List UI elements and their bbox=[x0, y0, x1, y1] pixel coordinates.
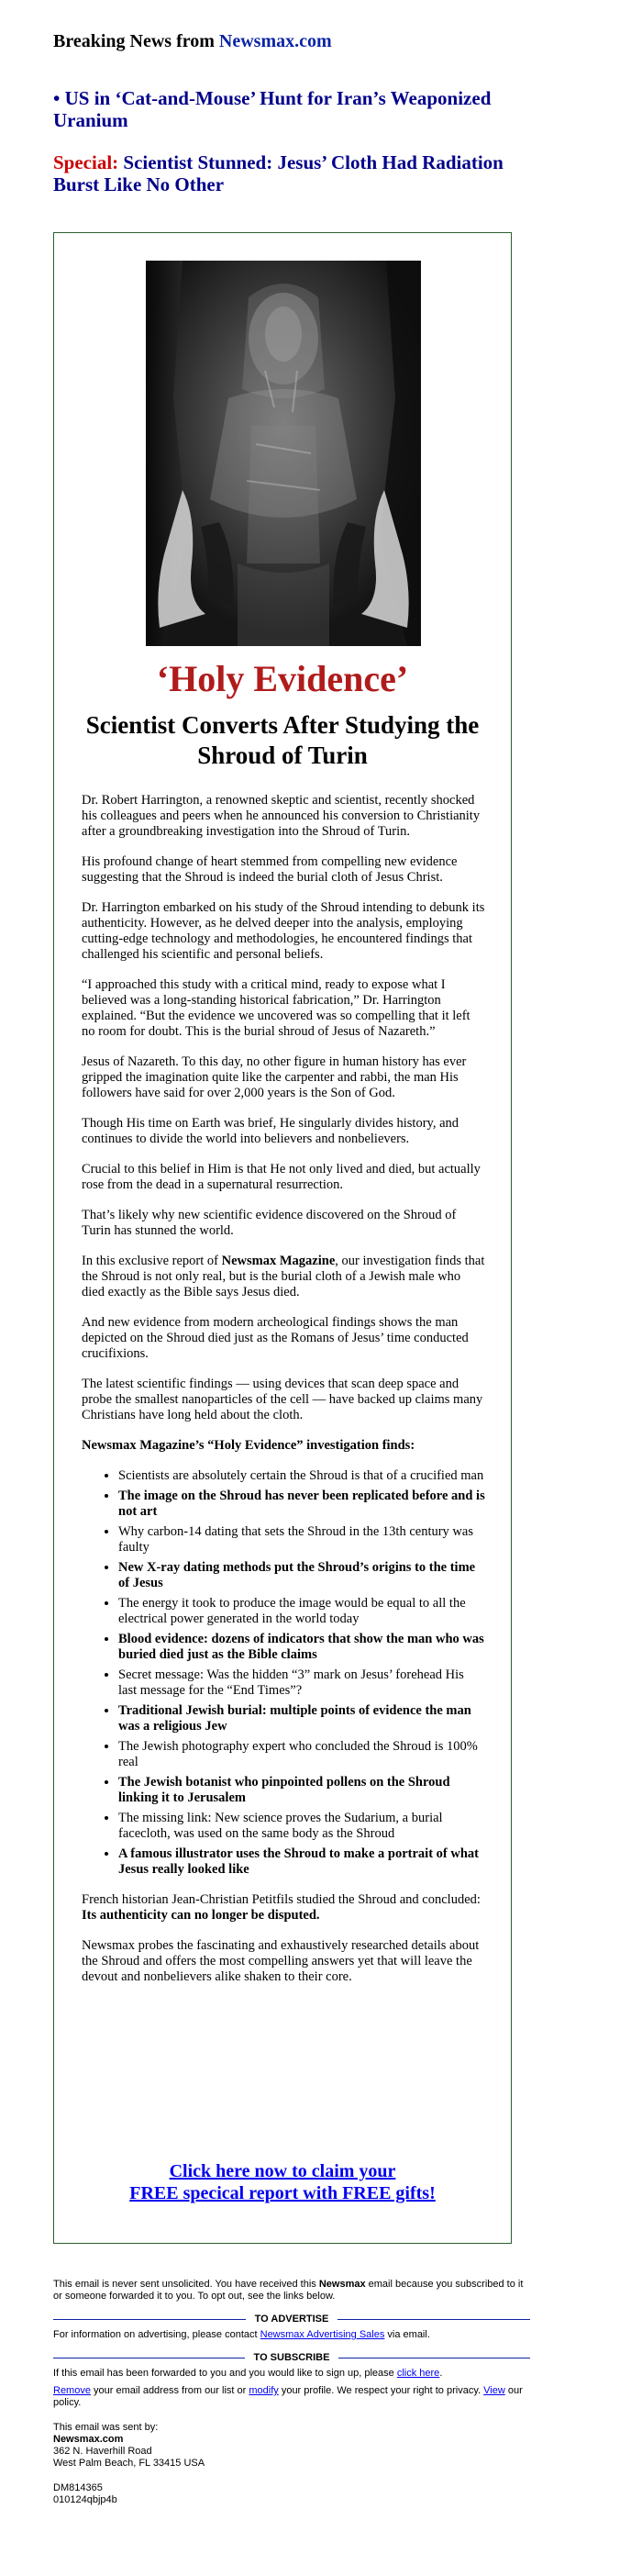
finding-item: • Blood evidence: dozens of indicators that show the man who was buried died just as the Bible claims bbox=[118, 1632, 485, 1663]
magazine-name: Newsmax Magazine bbox=[221, 1254, 336, 1268]
finding-item: • Why carbon-14 dating that sets the Shroud in the 13th century was faulty bbox=[118, 1524, 485, 1556]
paragraph: And new evidence from modern archeological findings shows the man depicted on the Shroud died just as the Romans of Jesus’ time conducted crucifixions. bbox=[82, 1315, 469, 1361]
headline-text[interactable]: US in ‘Cat-and-Mouse’ Hunt for Iran’s Weaponized Uranium bbox=[53, 87, 492, 131]
finding-item: • Scientists are absolutely certain the Shroud is that of a crucified man bbox=[118, 1468, 485, 1484]
headline-link-1[interactable] bbox=[53, 87, 530, 131]
cta-line-2[interactable]: FREE specical report with FREE gifts! bbox=[129, 2183, 436, 2203]
finding-item: • The image on the Shroud has never been replicated before and is not art bbox=[118, 1489, 485, 1520]
tracking-code-2: 010124qbjp4b bbox=[53, 2494, 117, 2505]
finding-item: • Traditional Jewish burial: multiple points of evidence the man was a religious Jew bbox=[118, 1703, 485, 1734]
finding-item: • The Jewish botanist who pinpointed pollens on the Shroud linking it to Jerusalem bbox=[118, 1775, 485, 1806]
paragraph: Jesus of Nazareth. To this day, no other figure in human history has ever gripped the imagination quite like the carpenter and rabbi, the man His followers have said for over 2,000 years is the Son of God. bbox=[82, 1054, 467, 1100]
shroud-image[interactable] bbox=[146, 261, 421, 646]
findings-list bbox=[82, 1468, 485, 1878]
advertise-text: For information on advertising, please contact Newsmax Advertising Sales via email. bbox=[53, 2329, 430, 2340]
shroud-illustration bbox=[146, 261, 421, 646]
paragraph: Dr. Harrington embarked on his study of the Shroud intending to debunk its authenticity. However, as he delved deeper into the analysis, employing cutting-edge technology and methodologies, he encountered findings that challenged his scientific and personal beliefs. bbox=[82, 900, 485, 962]
finding-item: • The missing link: New science proves the Sudarium, a burial facecloth, was used on the same body as the Shroud bbox=[118, 1811, 485, 1842]
subscribe-link[interactable]: click here bbox=[396, 2368, 440, 2379]
paragraph: Though His time on Earth was brief, He singularly divides history, and continues to divide the world into believers and nonbelievers. bbox=[82, 1116, 459, 1146]
finding-item: • The energy it took to produce the image would be equal to all the electrical power generated in the world today bbox=[118, 1596, 485, 1627]
headline-link-2[interactable] bbox=[53, 151, 530, 195]
feature-box bbox=[53, 232, 512, 2244]
advertise-divider bbox=[53, 2314, 530, 2325]
finding-item: • New X-ray dating methods put the Shroud’s origins to the time of Jesus bbox=[118, 1560, 485, 1591]
address-line-2: West Palm Beach, FL 33415 USA bbox=[53, 2458, 205, 2469]
opt-notice: This email is never sent unsolicited. You have received this Newsmax email because you subscribed to it or someone forwarded it to you. To opt out, see the links below. bbox=[53, 2279, 524, 2302]
paragraph: “I approached this study with a critical mind, ready to expose what I believed was a long-standing historical fabrication,” Dr. Harrington explained. “But the evidence we uncovered was so compelling that it left no room for doubt. This is the burial shroud of Jesus of Nazareth.” bbox=[82, 977, 470, 1039]
sent-by: This email was sent by: bbox=[53, 2422, 159, 2433]
paragraph: Dr. Robert Harrington, a renowned skeptic and scientist, recently shocked his colleagues and peers when he announced his conversion to Christianity after a groundbreaking investigation into the Shroud of Turin. bbox=[82, 793, 481, 839]
subscribe-text: If this email has been forwarded to you and you would like to sign up, please click here. bbox=[53, 2368, 443, 2379]
closing-paragraph: Newsmax probes the fascinating and exhaustively researched details about the Shroud and offers the most compelling answers yet that will leave the devout and nonbelievers alike shaken to their core. bbox=[82, 1938, 480, 1984]
email-footer bbox=[53, 2279, 530, 2506]
feature-title-black[interactable]: Scientist Converts After Studying the Shroud of Turin bbox=[85, 711, 480, 769]
remove-link[interactable]: Remove bbox=[53, 2385, 91, 2396]
historian-paragraph: French historian Jean-Christian Petitfils studied the Shroud and concluded: Its authenticity can no longer be disputed. bbox=[82, 1892, 481, 1923]
subscribe-divider bbox=[53, 2352, 530, 2364]
cta-line-1[interactable]: Click here now to claim your bbox=[169, 2161, 396, 2181]
tracking-code-1: DM814365 bbox=[53, 2482, 103, 2493]
finding-item: • A famous illustrator uses the Shroud to make a portrait of what Jesus really looked like bbox=[118, 1846, 485, 1878]
headline-bullet: • bbox=[53, 87, 65, 109]
newsmax-link[interactable]: Newsmax.com bbox=[218, 31, 332, 51]
privacy-text: Remove your email address from our list or modify your profile. We respect your right to privacy. View our policy. bbox=[53, 2385, 523, 2408]
email-container bbox=[53, 31, 530, 2506]
subscribe-label: TO SUBSCRIBE bbox=[253, 2352, 330, 2363]
findings-heading: Newsmax Magazine’s “Holy Evidence” investigation finds: bbox=[82, 1438, 415, 1453]
paragraph: That’s likely why new scientific evidence discovered on the Shroud of Turin has stunned the world. bbox=[82, 1208, 457, 1238]
headline-text[interactable]: Scientist Stunned: Jesus’ Cloth Had Radiation Burst Like No Other bbox=[53, 151, 504, 195]
company-name: Newsmax.com bbox=[53, 2434, 124, 2445]
report-paragraph: In this exclusive report of Newsmax Magazine, our investigation finds that the Shroud is not only real, but is the burial cloth of a Jewish male who died exactly as the Bible says Jesus died. bbox=[82, 1254, 485, 1299]
paragraph: The latest scientific findings — using devices that scan deep space and probe the smallest nanoparticles of the cell — have backed up claims many Christians have long held about the cloth. bbox=[82, 1377, 483, 1422]
special-label: Special: bbox=[53, 151, 119, 173]
paragraph: His profound change of heart stemmed from compelling new evidence suggesting that the Shroud is indeed the burial cloth of Jesus Christ. bbox=[82, 854, 458, 885]
article-body bbox=[82, 793, 485, 2000]
finding-item: • Secret message: Was the hidden “3” mark on Jesus’ forehead His last message for the “End Times”? bbox=[118, 1667, 485, 1699]
finding-item: • The Jewish photography expert who concluded the Shroud is 100% real bbox=[118, 1739, 485, 1770]
address-line-1: 362 N. Haverhill Road bbox=[53, 2446, 152, 2457]
breaking-news-header bbox=[53, 31, 530, 52]
paragraph: Crucial to this belief in Him is that He not only lived and died, but actually rose from the dead in a supernatural resurrection. bbox=[82, 1162, 481, 1192]
modify-link[interactable]: modify bbox=[249, 2385, 279, 2396]
view-policy-link[interactable]: View bbox=[483, 2385, 505, 2396]
advertising-sales-link[interactable]: Newsmax Advertising Sales bbox=[260, 2329, 385, 2340]
advertise-label: TO ADVERTISE bbox=[254, 2314, 329, 2325]
feature-title-red[interactable]: ‘Holy Evidence’ bbox=[156, 658, 409, 699]
breaking-prefix: Breaking News from bbox=[53, 31, 219, 51]
cta-link[interactable] bbox=[54, 2160, 511, 2204]
